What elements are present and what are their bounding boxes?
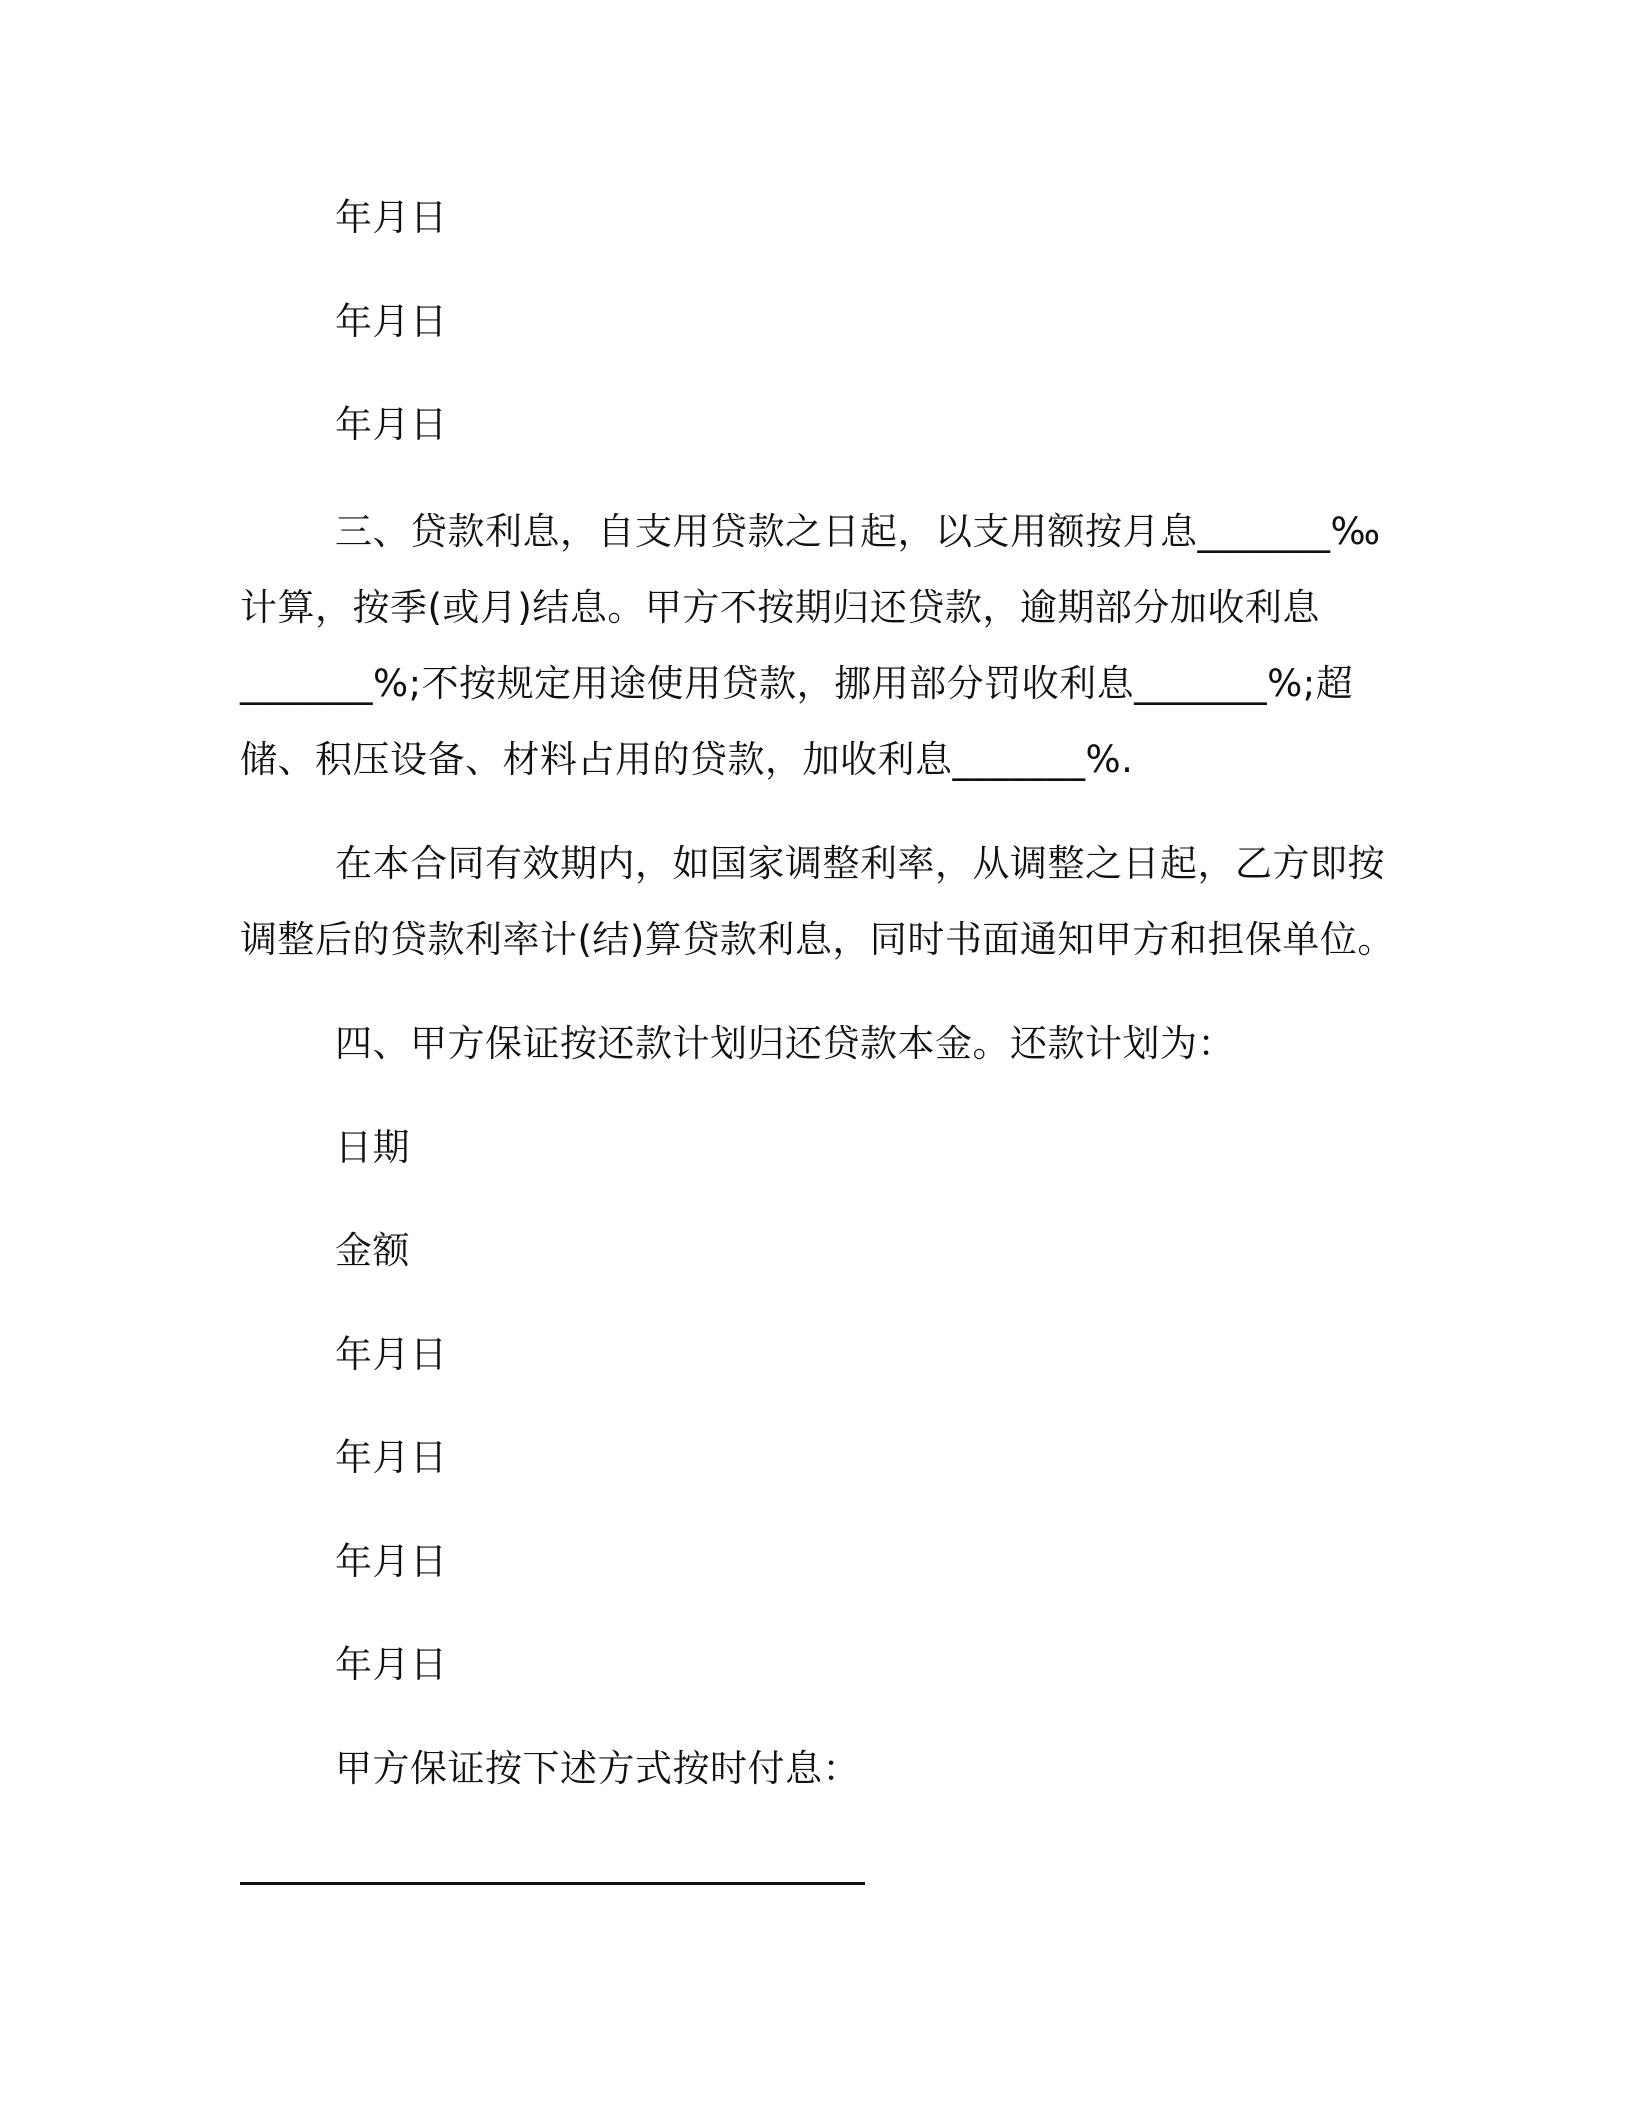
schedule-date-header: 日期 [335,1126,410,1169]
interest-payment-statement: 甲方保证按下述方式按时付息： [335,1747,860,1790]
blank-fill-line [240,1882,865,1885]
rate-adjustment-line: 在本合同有效期内，如国家调整利率，从调整之日起，乙方即按 [335,842,1385,885]
schedule-row: 年月日 [335,1540,448,1583]
schedule-row: 年月日 [335,1333,448,1376]
schedule-row: 年月日 [335,1436,448,1479]
schedule-amount-header: 金额 [335,1229,410,1272]
clause-4-repayment: 四、甲方保证按还款计划归还贷款本金。还款计划为： [335,1022,1235,1065]
clause-3-line: 三、贷款利息，自支用贷款之日起，以支用额按月息_______‰ [335,510,1381,553]
schedule-row: 年月日 [335,1643,448,1686]
clause-3-line: 计算，按季(或月)结息。甲方不按期归还贷款，逾期部分加收利息 [240,586,1320,629]
rate-adjustment-line: 调整后的贷款利率计(结)算贷款利息，同时书面通知甲方和担保单位。 [240,918,1395,961]
date-line: 年月日 [335,196,448,239]
clause-3-line: _______%;不按规定用途使用贷款，挪用部分罚收利息_______%;超 [240,662,1354,705]
clause-3-line: 储、积压设备、材料占用的贷款，加收利息_______%. [240,738,1134,781]
date-line: 年月日 [335,403,448,446]
date-line: 年月日 [335,300,448,343]
